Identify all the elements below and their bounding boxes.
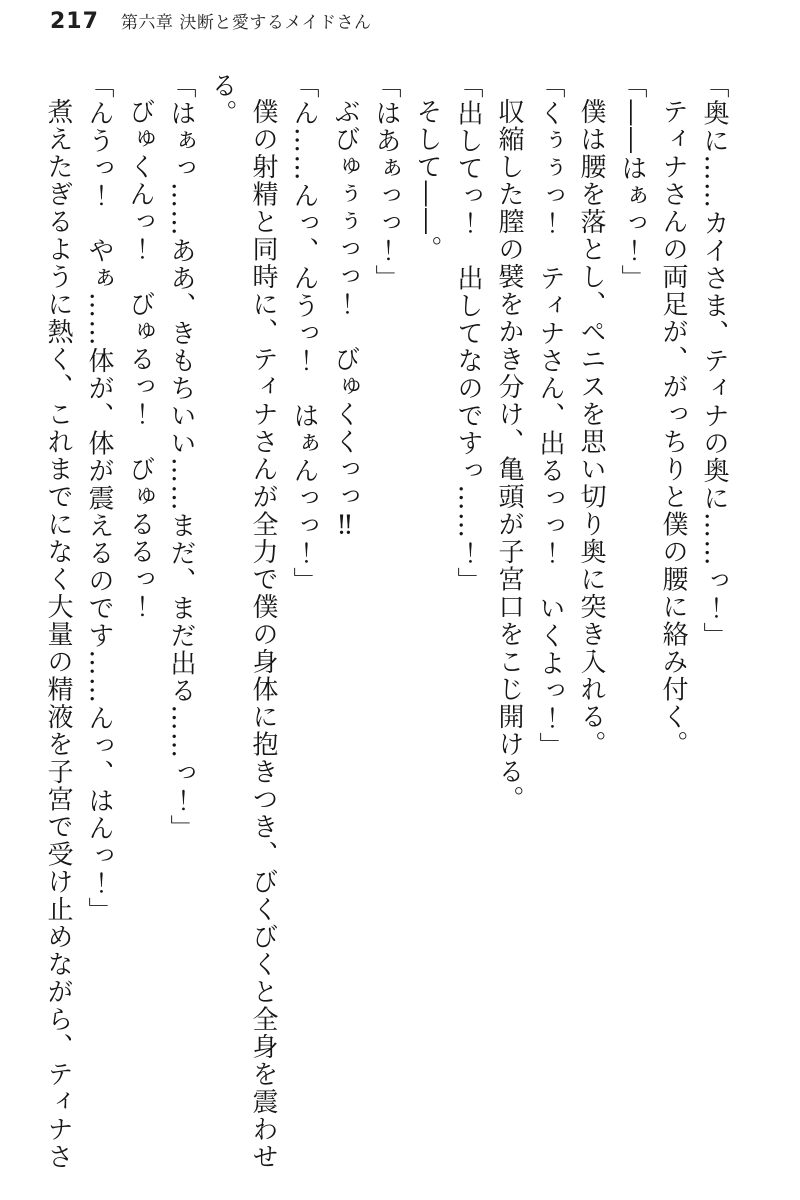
running-header [50, 8, 372, 34]
dialogue-line: 「出してっ！ 出してなのですっ……！」 [453, 72, 483, 595]
page-number: 217 [50, 9, 99, 34]
narration-line: 収縮した膣の襞をかき分け、亀頭が子宮口をこじ開ける。 [494, 98, 524, 813]
narration-line: ティナさんの両足が、がっちりと僕の腰に絡み付く。 [658, 98, 688, 758]
dialogue-line: 「――はぁっ！」 [617, 72, 647, 292]
narration-line: 僕の射精と同時に、ティナさんが全力で僕の身体に抱きつき、びくびくと全身を震わせる。 [207, 72, 278, 1171]
chapter-title: 第六章 決断と愛するメイドさん [120, 13, 372, 33]
dialogue-line: 「奥に……カイさま、ティナの奥に……っ！」 [699, 72, 729, 650]
dialogue-line: 「くぅぅっ！ ティナさん、出るっっ！ いくよっ！」 [535, 72, 565, 760]
dialogue-line: 「んうっ！ やぁ……体が、体が震えるのです……んっ、はんっ！」 [84, 72, 114, 925]
narration-line: 僕は腰を落とし、ペニスを思い切り奥に突き入れる。 [576, 98, 606, 758]
narration-line: びゅくんっ！ びゅるっ！ びゅるるっ！ [125, 98, 155, 621]
dialogue-line: 「ん……んっ、んうっ！ はぁんっっ！」 [289, 72, 319, 595]
narration-line: ぶびゅぅぅっっ！ びゅくくっっ‼ [330, 98, 360, 542]
novel-body-text [32, 72, 734, 1174]
dialogue-line: 「はぁっ……ああ、きもちいい……まだ、まだ出る……っ！」 [166, 72, 196, 842]
narration-line: そして――。 [412, 98, 442, 263]
narration-line: 煮えたぎるように熱く、これまでになく大量の精液を子宮で受け止めながら、ティナさ [43, 98, 73, 1171]
dialogue-line: 「はあぁっっ！」 [371, 72, 401, 292]
